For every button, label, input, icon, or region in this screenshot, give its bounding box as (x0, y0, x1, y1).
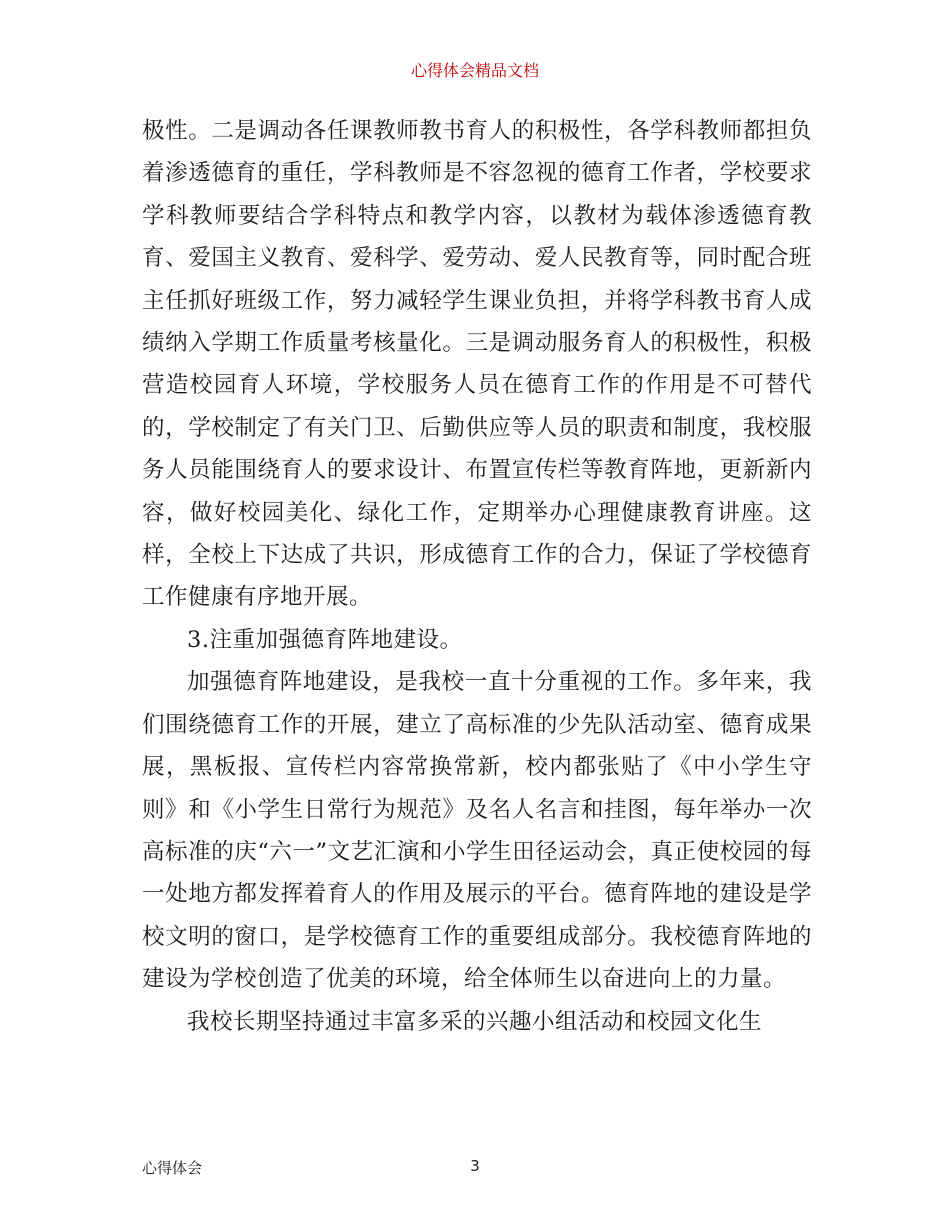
document-body (142, 110, 812, 1043)
paragraph-continuation: 极性。二是调动各任课教师教书育人的积极性，各学科教师都担负着渗透德育的重任，学科教师是不容忽视的德育工作者，学校要求学科教师要结合学科特点和教学内容，以教材为载体渗透德育教育、爱国主义教育、爱科学、爱劳动、爱人民教育等，同时配合班主任抓好班级工作，努力减轻学生课业负担，并将学科教书育人成绩纳入学期工作质量考核量化。三是调动服务育人的积极性，积极营造校园育人环境，学校服务人员在德育工作的作用是不可替代的，学校制定了有关门卫、后勤供应等人员的职责和制度，我校服务人员能围绕育人的要求设计、布置宣传栏等教育阵地，更新新内容，做好校园美化、绿化工作，定期举办心理健康教育讲座。这样，全校上下达成了共识，形成德育工作的合力，保证了学校德育工作健康有序地开展。 (142, 118, 812, 611)
page-number: 3 (470, 1157, 480, 1175)
section-heading: 3.注重加强德育阵地建设。 (187, 626, 463, 653)
footer-label: 心得体会 (142, 1159, 203, 1177)
paragraph: 我校长期坚持通过丰富多采的兴趣小组活动和校园文化生 (187, 1008, 763, 1035)
paragraph: 加强德育阵地建设，是我校一直十分重视的工作。多年来，我们围绕德育工作的开展，建立了高标准的少先队活动室、德育成果展，黑板报、宣传栏内容常换常新，校内都张贴了《中小学生守则》和《小学生日常行为规范》及名人名言和挂图，每年举办一次高标准的庆“六一”文艺汇演和小学生田径运动会，真正使校园的每一处地方都发挥着育人的作用及展示的平台。德育阵地的建设是学校文明的窗口，是学校德育工作的重要组成部分。我校德育阵地的建设为学校创造了优美的环境，给全体师生以奋进向上的力量。 (142, 669, 812, 993)
page-header: 心得体会精品文档 (410, 61, 539, 80)
